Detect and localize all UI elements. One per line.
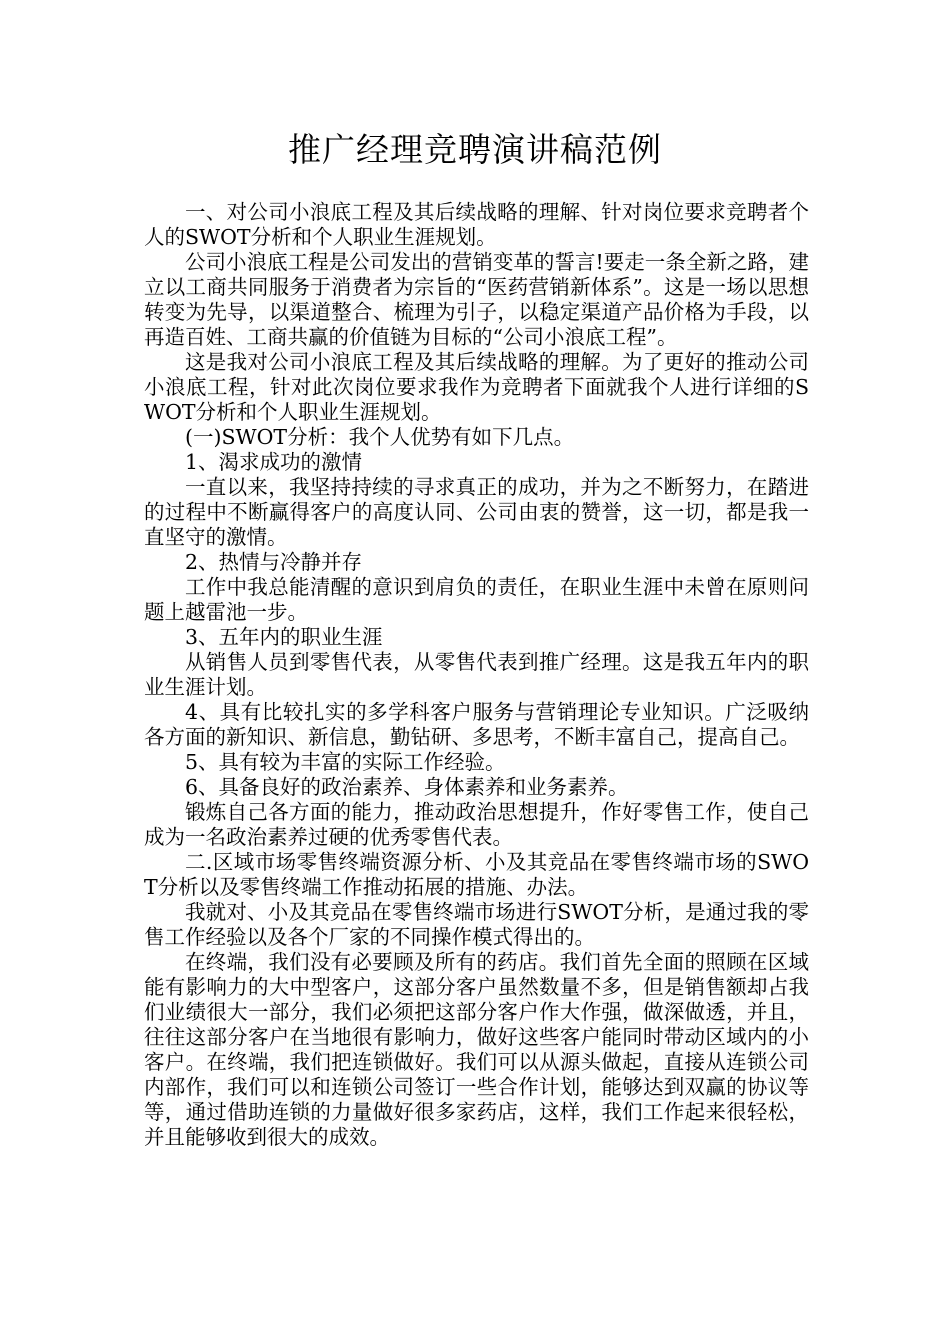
document-body — [144, 200, 809, 1150]
item-heading: 2、热情与冷静并存 — [185, 550, 363, 574]
paragraph: 5、具有较为丰富的实际工作经验。 — [185, 750, 506, 774]
paragraph: 在终端，我们没有必要顾及所有的药店。我们首先全面的照顾在区域能有影响力的大中型客户，这部分客户虽然数量不多，但是销售额却占我们业绩很大一部分，我们必须把这部分客户作大作强，做深做透，并且，往往这部分客户在当地很有影响力，做好这些客户能同时带动区域内的小客户。在终端，我们把连锁做好。我们可以从源头做起，直接从连锁公司内部作，我们可以和连锁公司签订一些合作计划，能够达到双赢的协议等等，通过借助连锁的力量做好很多家药店，这样，我们工作起来很轻松，并且能够收到很大的成效。 — [144, 950, 809, 1149]
paragraph: 这是我对公司小浪底工程及其后续战略的理解。为了更好的推动公司小浪底工程，针对此次岗位要求我作为竞聘者下面就我个人进行详细的SWOT分析和个人职业生涯规划。 — [144, 350, 809, 424]
paragraph: 从销售人员到零售代表，从零售代表到推广经理。这是我五年内的职业生涯计划。 — [144, 650, 809, 699]
paragraph: 6、具备良好的政治素养、身体素养和业务素养。 — [185, 775, 629, 799]
paragraph: 工作中我总能清醒的意识到肩负的责任，在职业生涯中未曾在原则问题上越雷池一步。 — [144, 575, 809, 624]
paragraph: 一直以来，我坚持持续的寻求真正的成功，并为之不断努力，在踏进的过程中不断赢得客户的高度认同、公司由衷的赞誉，这一切，都是我一直坚守的激情。 — [144, 475, 809, 549]
paragraph: 我就对、小及其竞品在零售终端市场进行SWOT分析，是通过我的零售工作经验以及各个厂家的不同操作模式得出的。 — [144, 900, 809, 949]
item-heading: 3、五年内的职业生涯 — [185, 625, 383, 649]
paragraph: 公司小浪底工程是公司发出的营销变革的誓言!要走一条全新之路，建立以工商共同服务于消费者为宗旨的“医药营销新体系”。这是一场以思想转变为先导，以渠道整合、梳理为引子，以稳定渠道产品价格为手段，以再造百姓、工商共赢的价值链为目标的“公司小浪底工程”。 — [144, 250, 809, 349]
section-heading: (一)SWOT分析：我个人优势有如下几点。 — [185, 425, 575, 449]
paragraph: 锻炼自己各方面的能力，推动政治思想提升，作好零售工作，使自己成为一名政治素养过硬的优秀零售代表。 — [144, 800, 809, 849]
item-heading: 1、渴求成功的激情 — [185, 450, 363, 474]
paragraph: 4、具有比较扎实的多学科客户服务与营销理论专业知识。广泛吸纳各方面的新知识、新信息，勤钻研、多思考，不断丰富自己，提高自己。 — [144, 700, 809, 749]
document-title: 推广经理竞聘演讲稿范例 — [288, 130, 662, 169]
paragraph: 一、对公司小浪底工程及其后续战略的理解、针对岗位要求竞聘者个人的SWOT分析和个人职业生涯规划。 — [144, 200, 809, 249]
section-heading: 二.区域市场零售终端资源分析、小及其竞品在零售终端市场的SWOT分析以及零售终端工作推动拓展的措施、办法。 — [144, 850, 809, 899]
